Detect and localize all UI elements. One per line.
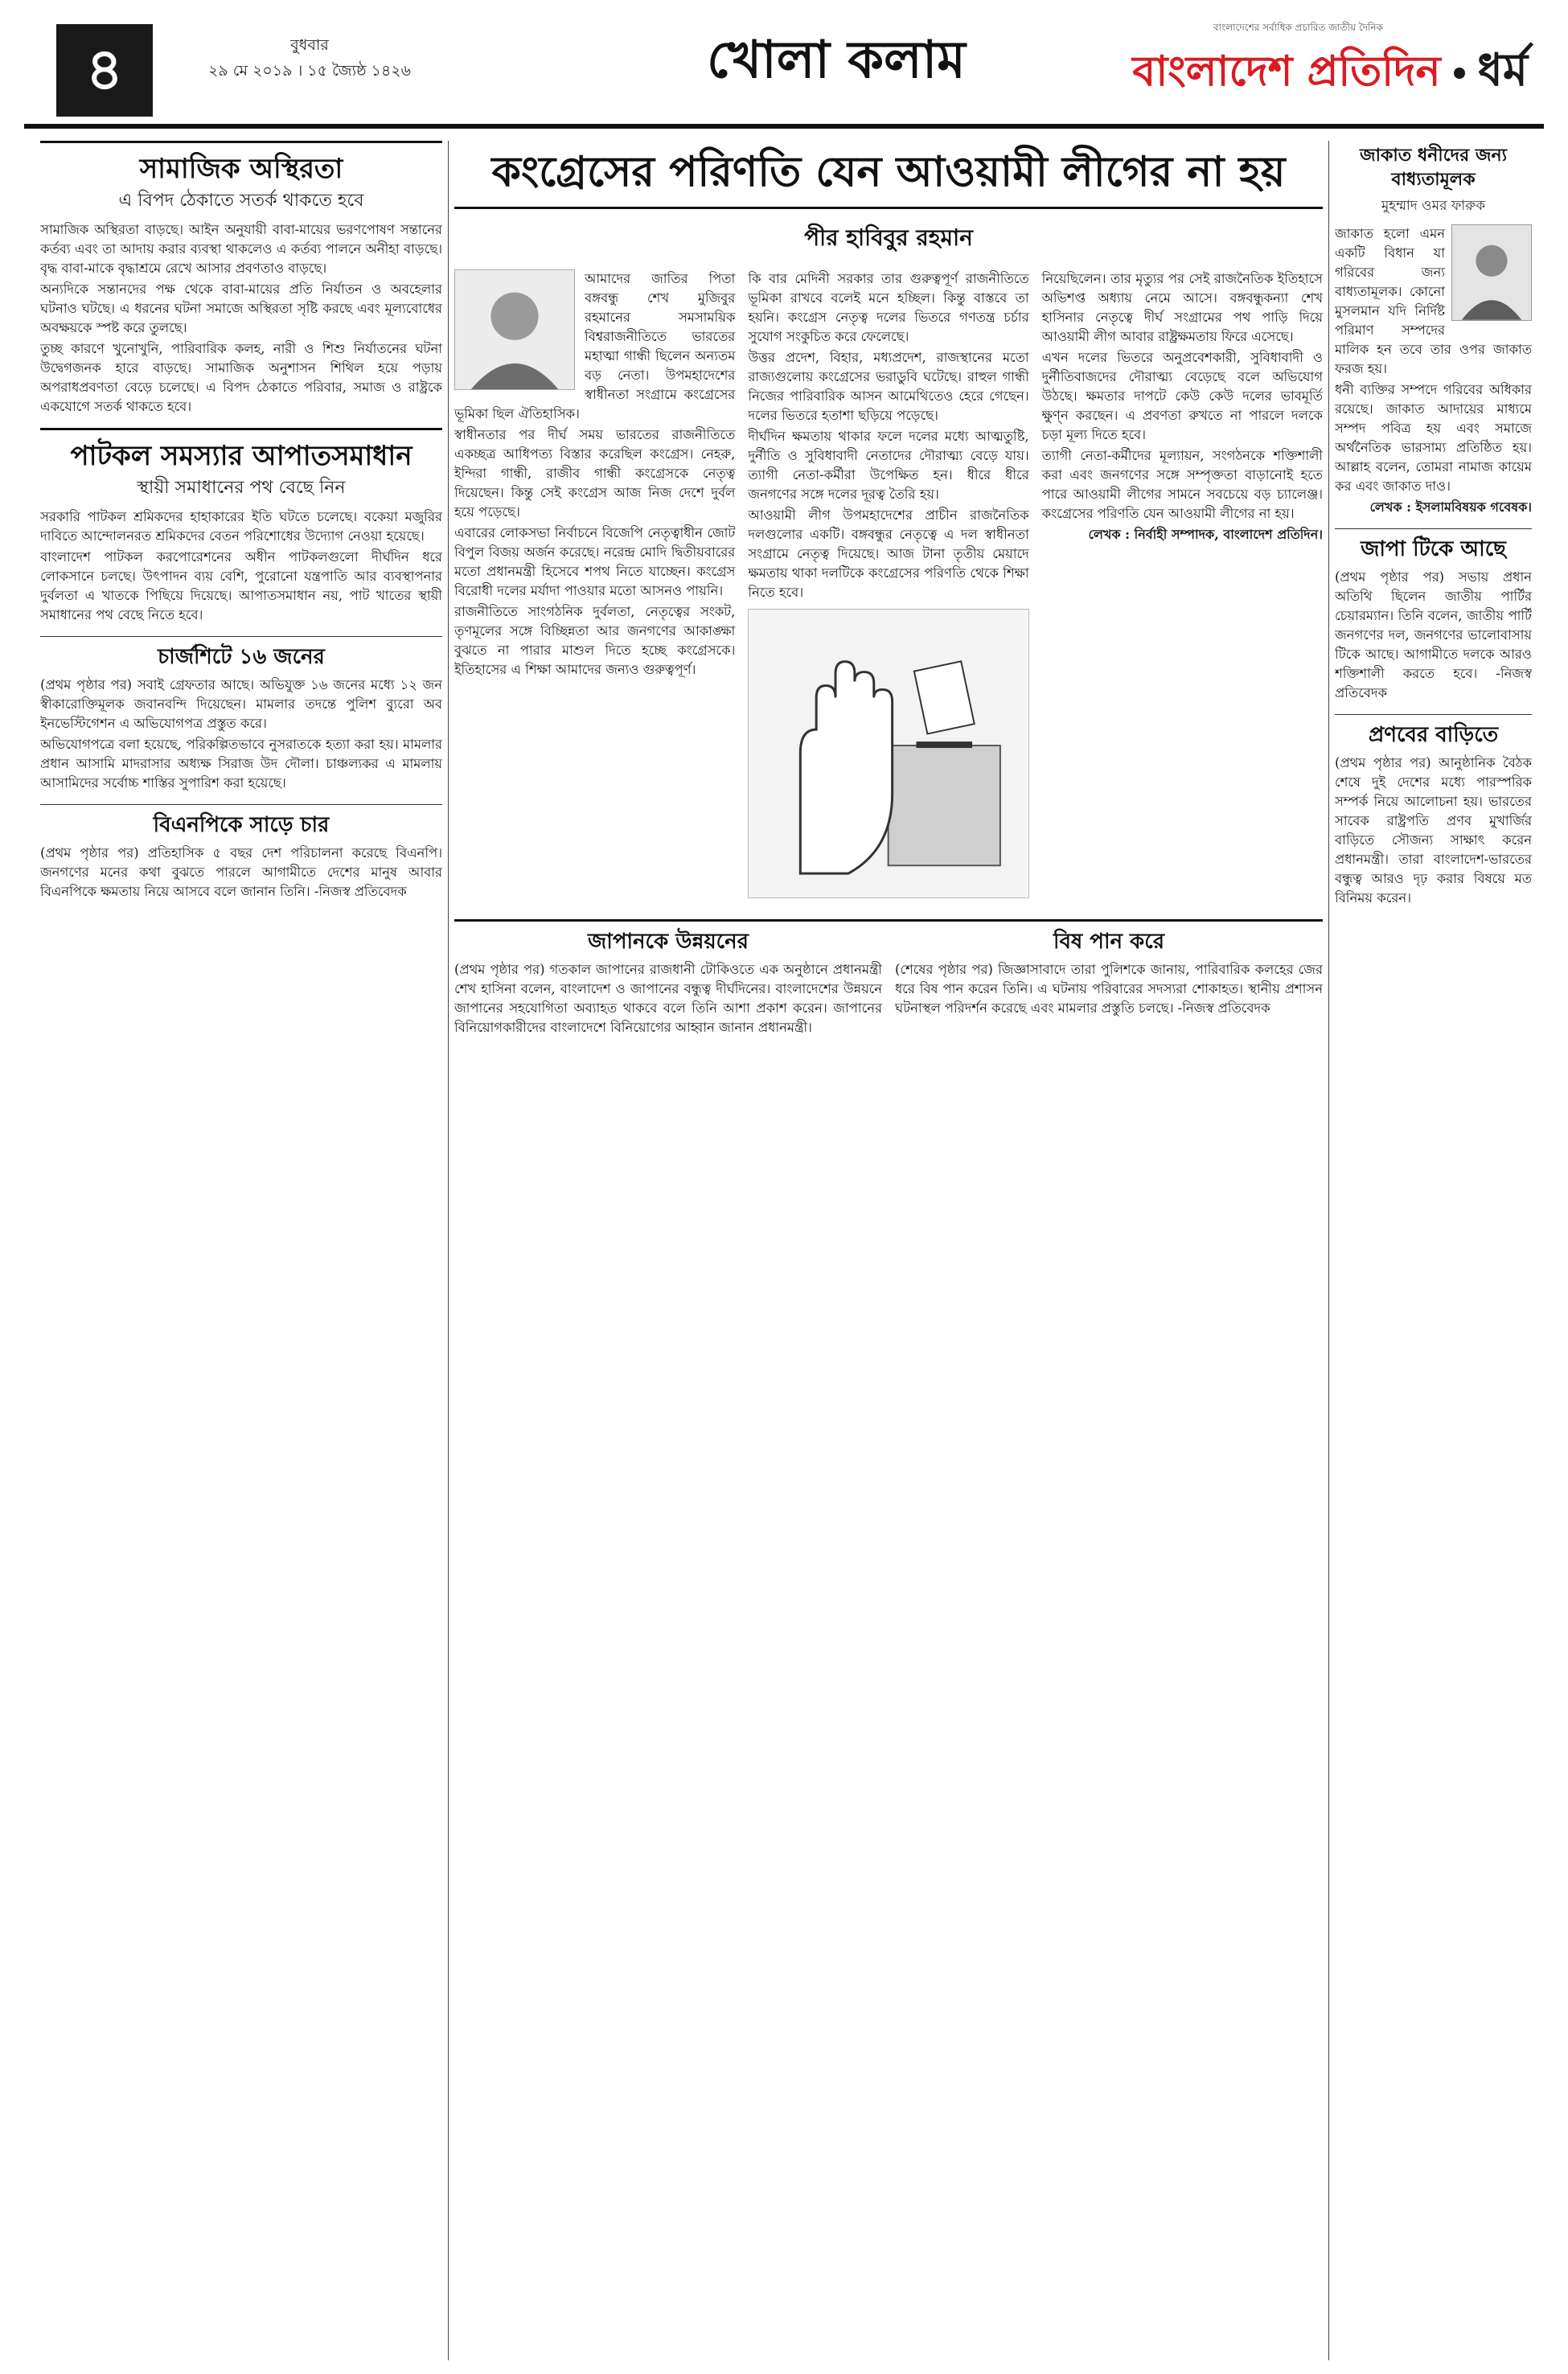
left-column [40, 141, 442, 2352]
author-photo [454, 269, 575, 390]
day-label: বুধবার [290, 36, 329, 54]
masthead [24, 16, 1544, 137]
separator-dot-icon [1454, 68, 1465, 79]
main-headline: কংগ্রেসের পরিণতি যেন আওয়ামী লীগের না হয় [454, 141, 1323, 209]
date-line [161, 32, 458, 84]
date-label: ২৯ মে ২০১৯ । ১৫ জ্যৈষ্ঠ ১৪২৬ [208, 62, 411, 80]
article-column: আমাদের জাতির পিতা বঙ্গবন্ধু শেখ মুজিবুর রহমানের সমসাময়িক বিশ্বরাজনীতিতে ভারতের মহাত্মা গান্ধী ছিলেন অন্যতম বড় নেতা। উপমহাদেশের স্বাধীনতা সংগ্রামে কংগ্রেসের ভূমিকা ছিল ঐতিহাসিক। স্বাধীনতার পর দীর্ঘ সময় ভারতের রাজনীতিতে একচ্ছত্র আধিপত্য বিস্তার করেছিল কংগ্রেস। নেহরু, ইন্দিরা গান্ধী, রাজীব গান্ধী কংগ্রেসকে নেতৃত্ব দিয়েছেন। কিন্তু সেই কংগ্রেস আজ নিজ দেশে দুর্বল হয়ে পড়েছে। এবারের লোকসভা নির্বাচনে বিজেপি নেতৃত্বাধীন জোট বিপুল বিজয় অর্জন করেছে। নরেন্দ্র মোদি দ্বিতীয়বারের মতো প্রধানমন্ত্রী হিসেবে শপথ নিতে যাচ্ছেন। কংগ্রেস বিরোধী দলের মর্যাদা পাওয়ার মতো আসনও পায়নি। রাজনীতিতে সাংগঠনিক দুর্বলতা, নেতৃত্বের সংকট, তৃণমূলের সঙ্গে বিচ্ছিন্নতা আর জনগণের আকাঙ্ক্ষা বুঝতে না পারার মাশুল দিতে হচ্ছে কংগ্রেসকে। ইতিহাসের এ শিক্ষা আমাদের জন্যও গুরুত্বপূর্ণ। [454, 271, 736, 677]
author-credit: লেখক : নির্বাহী সম্পাদক, বাংলাদেশ প্রতিদিন। [1088, 527, 1323, 542]
article-title: পাটকল সমস্যার আপাতসমাধান [70, 440, 413, 472]
news-title: চার্জশিটে ১৬ জনের [158, 645, 325, 669]
news-body: (প্রথম পৃষ্ঠার পর) সভায় প্রধান অতিথি ছিলেন জাতীয় পার্টির চেয়ারম্যান। তিনি বলেন, জাতীয় পার্টি জনগণের দল, জনগণের ভালোবাসায় টিকে আছে। আগামীতে দলকে আরও শক্তিশালী করতে হবে। -নিজস্ব প্রতিবেদক [1335, 569, 1532, 700]
masthead-rule [24, 124, 1544, 129]
article-title: সামাজিক অস্থিরতা [139, 153, 343, 185]
article-column: নিয়েছিলেন। তার মৃত্যুর পর সেই রাজনৈতিক ইতিহাসে অভিশপ্ত অধ্যায় নেমে আসে। বঙ্গবন্ধুকন্যা শেখ হাসিনার নেতৃত্বে দীর্ঘ সংগ্রামের পথ পাড়ি দিয়ে আওয়ামী লীগ আবার রাষ্ট্রক্ষমতায় ফিরে এসেছে। এখন দলের ভিতরে অনুপ্রবেশকারী, সুবিধাবাদী ও দুর্নীতিবাজদের দৌরাত্ম্য বেড়েছে বলে অভিযোগ উঠছে। ক্ষমতার দাপটে কেউ কেউ দলের ভাবমূর্তি ক্ষুণ্ন করছেন। এ প্রবণতা রুখতে না পারলে দলকে চড়া মূল্য দিতে হবে। ত্যাগী নেতা-কর্মীদের মূল্যায়ন, সংগঠনকে শক্তিশালী করা এবং জনগণের সঙ্গে সম্পৃক্ততা বাড়ানোই হতে পারে আওয়ামী লীগের সামনে সবচেয়ে বড় চ্যালেঞ্জ। কংগ্রেসের পরিণতি যেন আওয়ামী লীগের না হয়। লেখক : নির্বাহী সম্পাদক, বাংলাদেশ প্রতিদিন। [1042, 269, 1323, 905]
bottom-news [454, 922, 1323, 1037]
news-title: বিএনপিকে সাড়ে চার [153, 813, 330, 837]
author-credit: লেখক : ইসলামবিষয়ক গবেষক। [1369, 499, 1532, 515]
byline: মুহম্মাদ ওমর ফারুক [1381, 198, 1486, 214]
section-title: খোলা কলাম [707, 31, 966, 90]
news-block [454, 922, 882, 1037]
article-columns [454, 269, 1323, 905]
byline: পীর হাবিবুর রহমান [804, 224, 973, 251]
article-column: কি বার মেদিনী সরকার তার গুরুত্বপূর্ণ রাজনীতিতে ভূমিকা রাখবে বলেই মনে হচ্ছিল। কিন্তু বাস্তবে তা হয়নি। কংগ্রেস নেতৃত্ব দলের ভিতরে গণতন্ত্র চর্চার সুযোগ সংকুচিত করে ফেলেছে। উত্তর প্রদেশ, বিহার, মধ্যপ্রদেশ, রাজস্থানের মতো রাজ্যগুলোয় কংগ্রেসের ভরাডুবি ঘটেছে। রাহুল গান্ধী নিজের পারিবারিক আসন আমেথিতেও হেরে গেছেন। দলের ভিতরে হতাশা ছড়িয়ে পড়েছে। দীর্ঘদিন ক্ষমতায় থাকার ফলে দলের মধ্যে আত্মতুষ্টি, দুর্নীতি ও সুবিধাবাদী নেতাদের দৌরাত্ম্য বেড়ে যায়। ত্যাগী নেতা-কর্মীরা উপেক্ষিত হন। ধীরে ধীরে জনগণের সঙ্গে দলের দূরত্ব তৈরি হয়। আওয়ামী লীগ উপমহাদেশের প্রাচীন রাজনৈতিক দলগুলোর একটি। বঙ্গবন্ধুর নেতৃত্বে এ দল স্বাধীনতা সংগ্রামে নেতৃত্ব দিয়েছে। আজ টানা তৃতীয় মেয়াদে ক্ষমতায় থাকা দলটিকে কংগ্রেসের পরিণতি থেকে শিক্ষা নিতে হবে। [748, 269, 1028, 905]
news-title: জাপানকে উন্নয়নের [588, 930, 749, 954]
news-body: (প্রথম পৃষ্ঠার পর) গতকাল জাপানের রাজধানী টোকিওতে এক অনুষ্ঠানে প্রধানমন্ত্রী শেখ হাসিনা বলেন, বাংলাদেশ ও জাপানের বন্ধুত্ব দীর্ঘদিনের। বাংলাদেশের উন্নয়নে জাপানের সহযোগিতা অব্যাহত থাকবে বলে তিনি আশা প্রকাশ করেন। জাপানের বিনিয়োগকারীদের বাংলাদেশে বিনিয়োগের আহ্বান জানান প্রধানমন্ত্রী। [454, 962, 882, 1035]
news-body: (প্রথম পৃষ্ঠার পর) আনুষ্ঠানিক বৈঠক শেষে দুই দেশের মধ্যে পারস্পরিক সম্পর্ক নিয়ে আলোচনা হয়। ভারতের সাবেক রাষ্ট্রপতি প্রণব মুখার্জির বাড়িতে সৌজন্য সাক্ষাৎ করেন প্রধানমন্ত্রী। তারা বাংলাদেশ-ভারতের বন্ধুত্ব আরও দৃঢ় করার বিষয়ে মত বিনিময় করেন। [1335, 755, 1532, 906]
brand-block [1126, 21, 1528, 117]
article-body: জাকাত হলো এমন একটি বিধান যা গরিবের জন্য বাধ্যতামূলক। কোনো মুসলমান যদি নির্দিষ্ট পরিমাণ সম্পদের মালিক হন তবে তার ওপর জাকাত ফরজ হয়। ধনী ব্যক্তির সম্পদে গরিবের অধিকার রয়েছে। জাকাত আদায়ের মাধ্যমে সম্পদ পবিত্র হয় এবং সমাজে অর্থনৈতিক ভারসাম্য প্রতিষ্ঠিত হয়। আল্লাহ বলেন, তোমরা নামাজ কায়েম কর এবং জাকাত দাও। লেখক : ইসলামবিষয়ক গবেষক। [1335, 224, 1532, 517]
article-subtitle: স্থায়ী সমাধানের পথ বেছে নিন [137, 478, 346, 498]
author-photo [1451, 224, 1532, 321]
news-title: জাপা টিকে আছে [1361, 537, 1506, 561]
center-column [454, 141, 1323, 2352]
brand-section-label: ধর্ম [1477, 44, 1528, 97]
column-divider [1328, 141, 1329, 2360]
brand-tagline: বাংলাদেশের সর্বাধিক প্রচারিত জাতীয় দৈনিক [1213, 22, 1383, 33]
column-divider [448, 141, 449, 2360]
news-body: (প্রথম পৃষ্ঠার পর) প্রতিহাসিক ৫ বছর দেশ পরিচালনা করেছে বিএনপি। জনগণের মনের কথা বুঝতে পারলে আগামীতে দেশের মানুষ আবার বিএনপিকে ক্ষমতায় নিয়ে আসবে বলে জানান তিনি। -নিজস্ব প্রতিবেদক [40, 845, 442, 899]
article-title: জাকাত ধনীদের জন্য বাধ্যতামূলক [1359, 146, 1508, 190]
news-title: প্রণবের বাড়িতে [1368, 723, 1499, 747]
article-body: সরকারি পাটকল শ্রমিকদের হাহাকারের ইতি ঘটতে চলেছে। বকেয়া মজুরির দাবিতে আন্দোলনরত শ্রমিকদের বেতন পরিশোধের উদ্যোগ নেওয়া হয়েছে। বাংলাদেশ পাটকল করপোরেশনের অধীন পাটকলগুলো দীর্ঘদিন ধরে লোকসানে চলছে। উৎপাদন ব্যয় বেশি, পুরোনো যন্ত্রপাতি আর ব্যবস্থাপনার দুর্বলতা এ খাতকে পিছিয়ে দিয়েছে। আপাতসমাধান নয়, পাট খাতের স্থায়ী সমাধানের পথ বেছে নিতে হবে। [40, 509, 442, 622]
news-body: (প্রথম পৃষ্ঠার পর) সবাই গ্রেফতার আছে। অভিযুক্ত ১৬ জনের মধ্যে ১২ জন স্বীকারোক্তিমূলক জবানবন্দি দিয়েছেন। মামলার তদন্তে পুলিশ ব্যুরো অব ইনভেস্টিগেশন এ অভিযোগপত্র প্রস্তুত করে। অভিযোগপত্রে বলা হয়েছে, পরিকল্পিতভাবে নুসরাতকে হত্যা করা হয়। মামলার প্রধান আসামি মাদরাসার অধ্যক্ষ সিরাজ উদ দৌলা। চাঞ্চল্যকর এ মামলায় আসামিদের সর্বোচ্চ শাস্তির সুপারিশ করা হয়েছে। [40, 677, 442, 791]
news-block [895, 922, 1323, 1037]
brand-logo: বাংলাদেশ প্রতিদিন [1132, 47, 1441, 96]
news-body: (শেষের পৃষ্ঠার পর) জিজ্ঞাসাবাদে তারা পুলিশকে জানায়, পারিবারিক কলহের জের ধরে বিষ পান করেন তিনি। এ ঘটনায় পরিবারের সদস্যরা শোকাহত। স্থানীয় প্রশাসন ঘটনাস্থল পরিদর্শন করেছে এবং মামলার প্রস্তুতি চলছে। -নিজস্ব প্রতিবেদক [895, 962, 1323, 1016]
right-column [1335, 141, 1532, 2352]
article-body: সামাজিক অস্থিরতা বাড়ছে। আইন অনুযায়ী বাবা-মায়ের ভরণপোষণ সন্তানের কর্তব্য এবং তা আদায় করার ব্যবস্থা থাকলেও এ কর্তব্য পালনে অনীহা বাড়ছে। বৃদ্ধ বাবা-মাকে বৃদ্ধাশ্রমে রেখে আসার প্রবণতাও বাড়ছে। অন্যদিকে সন্তানদের পক্ষ থেকে বাবা-মায়ের প্রতি নির্যাতন ও অবহেলার ঘটনাও ঘটছে। এ ধরনের ঘটনা সমাজে অস্থিরতা সৃষ্টি করছে এবং মূল্যবোধের অবক্ষয়কে স্পষ্ট করে তুলছে। তুচ্ছ কারণে খুনোখুনি, পারিবারিক কলহ, নারী ও শিশু নির্যাতনের ঘটনা উদ্বেগজনক হারে বাড়ছে। সামাজিক অনুশাসন শিথিল হয়ে পড়ায় অপরাধপ্রবণতা বেড়ে চলেছে। এ বিপদ ঠেকাতে পরিবার, সমাজ ও রাষ্ট্রকে একযোগে সতর্ক থাকতে হবে। [40, 222, 442, 414]
article-subtitle: এ বিপদ ঠেকাতে সতর্ক থাকতে হবে [118, 191, 364, 211]
page-number: ৪ [56, 24, 153, 117]
ballot-illustration [748, 609, 1028, 898]
news-title: বিষ পান করে [1053, 930, 1164, 954]
